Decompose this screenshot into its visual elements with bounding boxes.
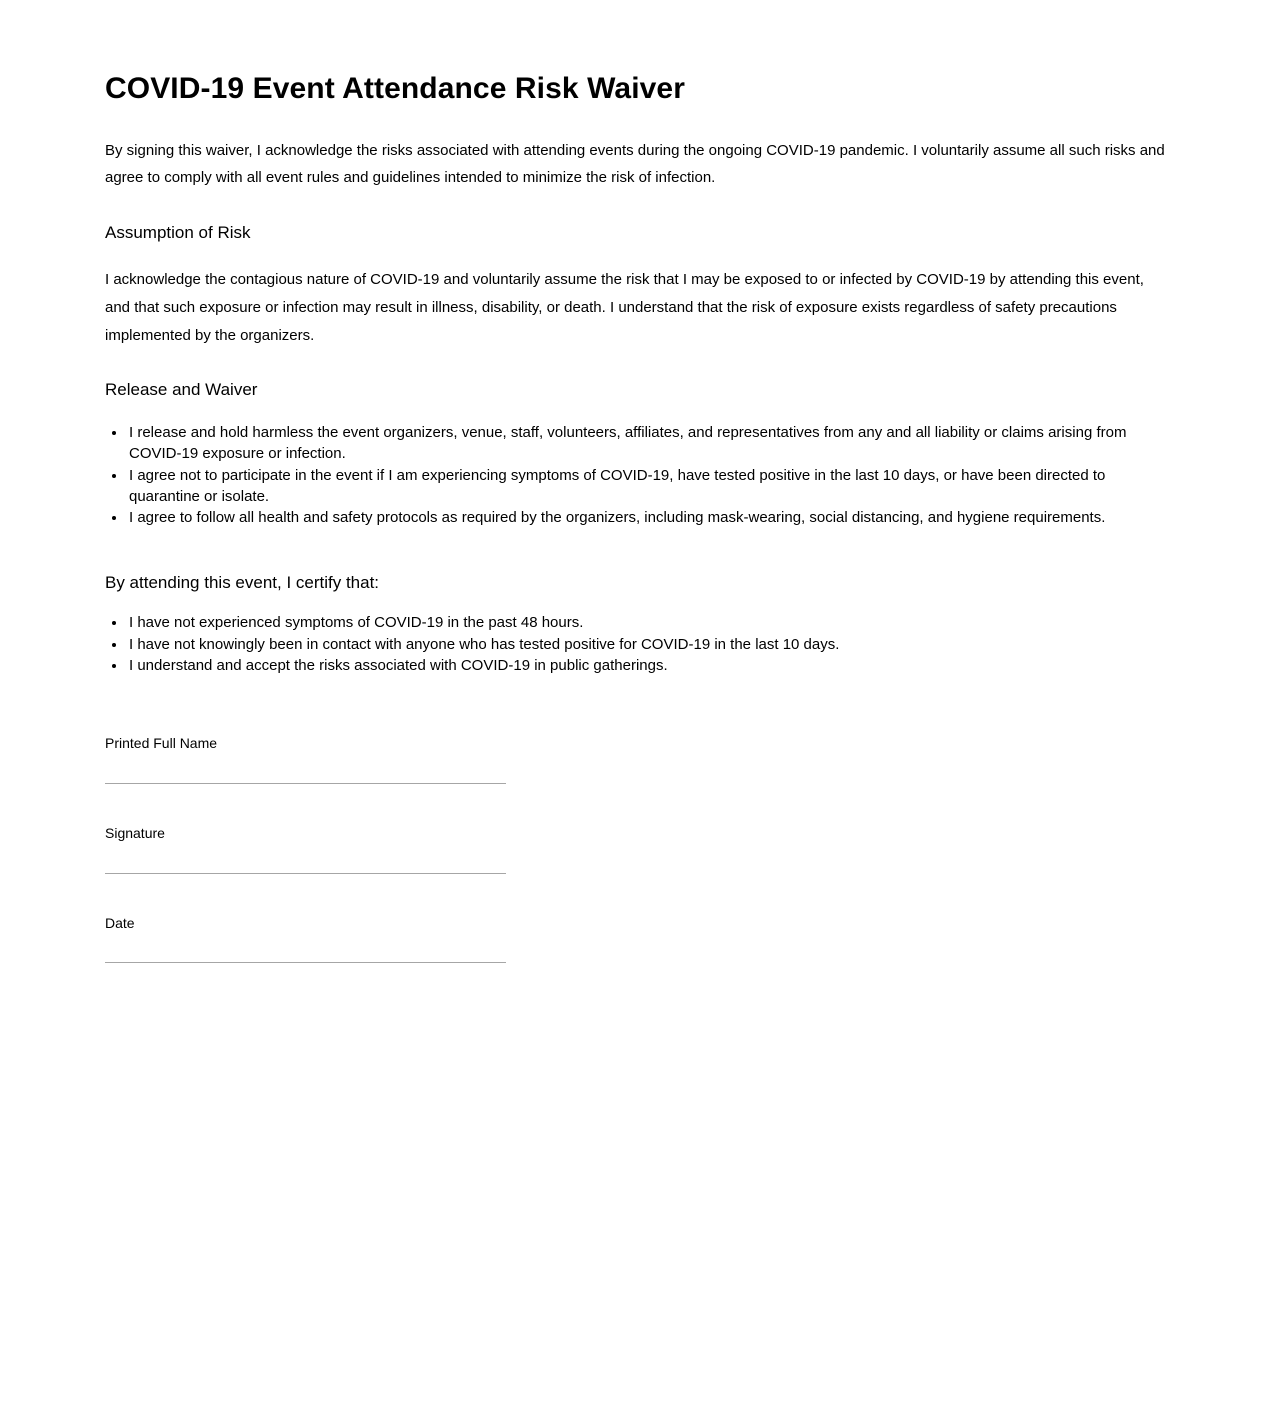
- signature-line-signature[interactable]: [105, 873, 506, 874]
- certification-list: [105, 613, 1172, 677]
- field-date: [105, 915, 1172, 964]
- list-item: • I have not knowingly been in contact with anyone who has tested positive for COVID-19 in the last 10 days.: [127, 635, 1172, 656]
- list-item: • I agree to follow all health and safety protocols as required by the organizers, including mask-wearing, social distancing, and hygiene requirements.: [127, 508, 1172, 529]
- section-release-and-waiver: [105, 379, 1172, 529]
- page-title: COVID-19 Event Attendance Risk Waiver: [105, 72, 685, 105]
- signature-line-printed-full-name[interactable]: [105, 783, 506, 784]
- section-paragraph-assumption-of-risk: I acknowledge the contagious nature of COVID-19 and voluntarily assume the risk that I may be exposed to or infected by COVID-19 by attending this event, and that such exposure or infection may result in illness, disability, or death. I understand that the risk of exposure exists regardless of safety precautions implemented by the organizers.: [105, 271, 1144, 344]
- section-heading-assumption-of-risk: Assumption of Risk: [105, 223, 251, 242]
- signature-line-date[interactable]: [105, 962, 506, 963]
- section-assumption-of-risk: [105, 222, 1172, 349]
- section-certification: [105, 573, 1172, 677]
- list-item: • I understand and accept the risks associated with COVID-19 in public gatherings.: [127, 656, 1172, 677]
- list-item: • I release and hold harmless the event organizers, venue, staff, volunteers, affiliates, and representatives from any and all liability or claims arising from COVID-19 exposure or infection.: [127, 423, 1172, 464]
- field-label-date: Date: [105, 914, 135, 931]
- field-signature: [105, 825, 1172, 874]
- signature-section: [105, 735, 1172, 963]
- field-printed-full-name: [105, 735, 1172, 784]
- list-item: • I have not experienced symptoms of COVID-19 in the past 48 hours.: [127, 613, 1172, 634]
- intro-paragraph: By signing this waiver, I acknowledge the risks associated with attending events during the ongoing COVID-19 pandemic. I voluntarily assume all such risks and agree to comply with all event rules and guidelines intended to minimize the risk of infection.: [105, 141, 1165, 187]
- release-waiver-list: [105, 423, 1172, 528]
- field-label-printed-full-name: Printed Full Name: [105, 734, 218, 751]
- list-item: • I agree not to participate in the event if I am experiencing symptoms of COVID-19, have tested positive in the last 10 days, or have been directed to quarantine or isolate.: [127, 466, 1172, 507]
- certification-heading: By attending this event, I certify that:: [105, 572, 380, 592]
- page-bottom-whitespace: [105, 1004, 1172, 1404]
- field-label-signature: Signature: [105, 824, 165, 841]
- section-heading-release-and-waiver: Release and Waiver: [105, 380, 258, 400]
